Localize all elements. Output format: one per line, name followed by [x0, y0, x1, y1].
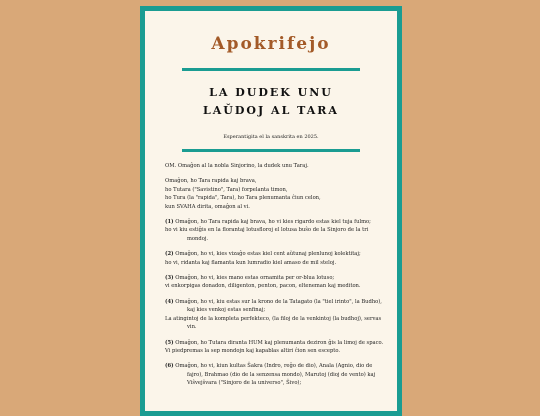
divider-bottom [182, 149, 360, 152]
verse-number: (4) [165, 298, 174, 305]
mantra-line: Omaĝon, ho Tara rapida kaj brava, [165, 178, 257, 185]
verse-line: fajro), Brahmao (dio de la senzensa mondo), Marutoj (dioj de vento) kaj [187, 371, 376, 378]
document-card [140, 6, 402, 416]
verse-paragraph [165, 250, 389, 267]
verse-text: Omaĝon, ho Tara rapida kaj brava, ho vi kies rigardo estas kiel tuja fulmo; [175, 219, 371, 226]
verse-line: vi enkorpigas donadon, diligenton, penton, pacon, elteneman kaj mediton. [165, 283, 361, 290]
verse-line [165, 274, 389, 282]
translation-note: Esperantigita el la sanskrita en 2025. [223, 134, 319, 140]
page-title-line1: LA DUDEK UNU [209, 86, 333, 99]
verse-line [165, 298, 389, 306]
divider-top [182, 68, 360, 71]
verse-number: (2) [165, 251, 174, 258]
verse-number: (1) [165, 219, 174, 226]
verse-paragraph [165, 362, 389, 387]
verse-text: Omaĝon, ho vi, kiu estas sur la krono de la Tatagato (la "tiel irinto", la Budho), [175, 298, 382, 305]
document-page [145, 11, 397, 411]
mantra-line: kun SVAHA dirita, omaĝon al vi. [165, 203, 250, 210]
verse-number: (6) [165, 363, 174, 370]
verse-line: La atingintoj de la kompleta perfekteco, (la filoj de la venkintoj (la budhoj), servas [165, 315, 382, 322]
verse-paragraph [165, 218, 389, 243]
site-title[interactable]: Apokrifejo [211, 34, 331, 54]
verse-line [165, 339, 389, 347]
verse-text: Omaĝon, ho Tutara diranta HUM kaj plenumanta deziron ĝis la limoj de spaco. [175, 339, 384, 346]
verse-line: vin. [187, 324, 197, 331]
page-title-line2: LAŬDOJ AL TARA [203, 104, 339, 117]
verse-line: mondoj. [187, 235, 209, 242]
verse-paragraph [165, 339, 389, 356]
verse-text: Omaĝon, ho vi, kiun kultas Ŝakra (Indro, reĝo de dio), Anala (Agnio, dio de [175, 363, 373, 370]
verse-number: (3) [165, 275, 174, 282]
verse-line [165, 218, 389, 226]
verse-line: ho vi kiu estiĝis en la florantaj lotusfloroj el lotusa buŝo de la Sinjoro de la tri [165, 227, 369, 234]
verse-number: (5) [165, 339, 174, 346]
verse-line: Vi piedpremas la sep mondojn kaj kapablas altiri ĉion sen escepto. [165, 347, 341, 354]
verse-line [165, 362, 389, 370]
verse-line [165, 250, 389, 258]
verse-text: Omaĝon, ho vi, kies mano estas ornamita per or-blua lotuso; [175, 275, 335, 282]
verse-paragraph [165, 298, 389, 332]
mantra-line: ho Tutara ("Savistino", Tara) forpelanta timon, [165, 186, 288, 193]
intro-paragraph: OM. Omaĝon al la nobla Sinjorino, la dudek unu Taraj. [165, 163, 309, 169]
mantra-paragraph [165, 177, 389, 211]
verses-list [165, 218, 389, 388]
verse-text: Omaĝon, ho vi, kies vizaĝo estas kiel cent aŭtunaj plenlunoj kolektitaj; [175, 251, 361, 258]
verse-line: kaj kies venkoj estas senfinaj; [187, 307, 266, 314]
text-body [165, 162, 389, 395]
verse-paragraph [165, 274, 389, 291]
verse-line: Viŝvejŝvara ("Sinjoro de la universo", Ŝivo); [187, 380, 302, 387]
mantra-line: ho Tura (la "rapida", Tara), ho Tara plenumanta ĉiun celon, [165, 195, 321, 202]
verse-line: ho vi, ridanta kaj flamanta kun lumradio kiel amaso de mil steloj. [165, 259, 337, 266]
